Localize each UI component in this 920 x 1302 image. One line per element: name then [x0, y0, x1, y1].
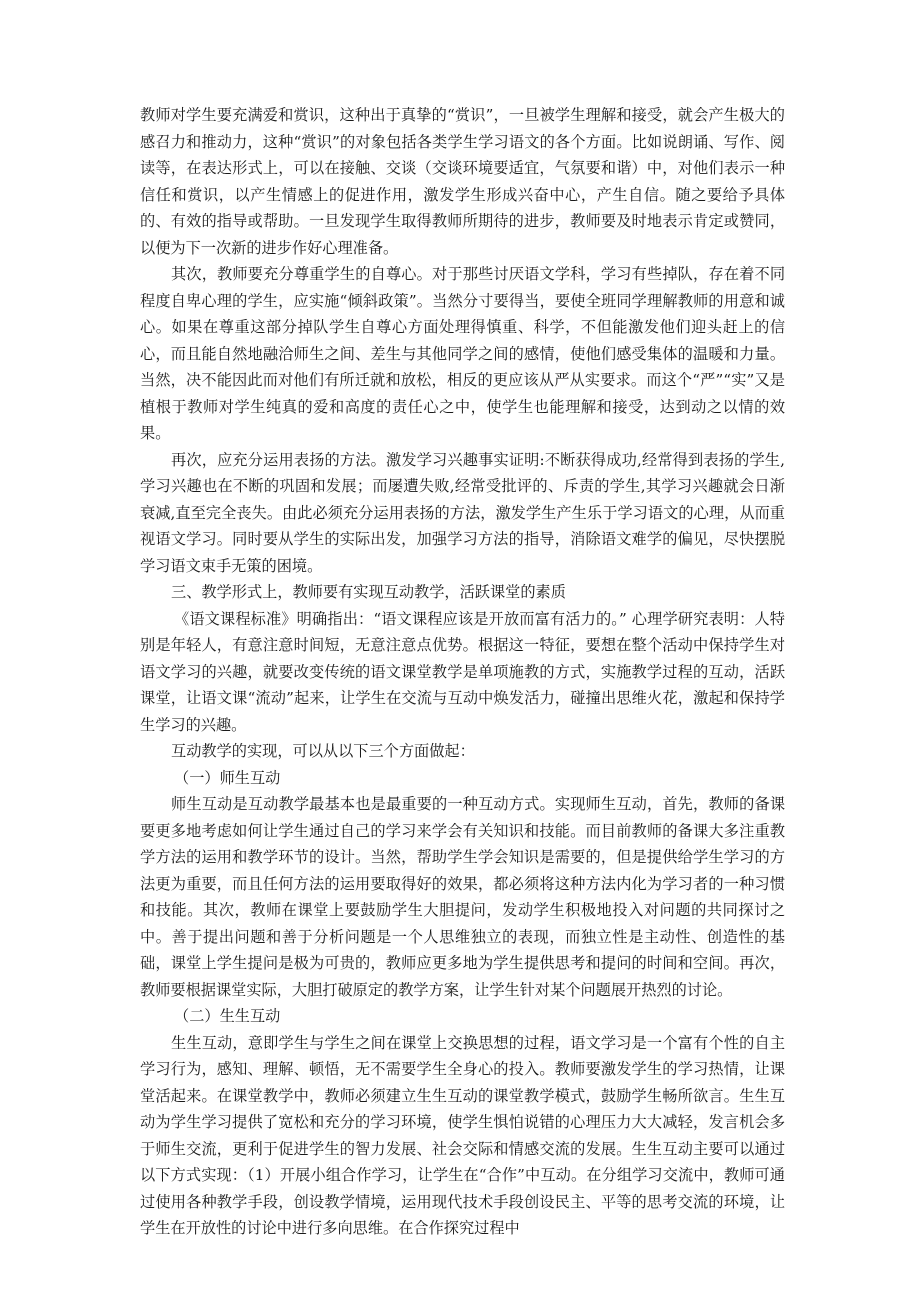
paragraph-teacher-student-interaction: 师生互动是互动教学最基本也是最重要的一种互动方式。实现师生互动，首先，教师的备课要更多地考虑如何让学生通过自己的学习来学会有关知识和技能。而目前教师的备课大多注重教学方法的运用和教学环节的设计。当然，帮助学生学会知识是需要的，但是提供给学生学习的方法更为重要，而且任何方法的运用要取得好的效果，都必须将这种方法内化为学习者的一种习惯和技能。其次，教师在课堂上要鼓励学生大胆提问，发动学生积极地投入对问题的共同探讨之中。善于提出问题和善于分析问题是一个人思维独立的表现，而独立性是主动性、创造性的基础，课堂上学生提问是极为可贵的，教师应更多地为学生提供思考和提问的时间和空间。再次，教师要根据课堂实际，大胆打破原定的教学方案，让学生针对某个问题展开热烈的讨论。 [140, 795, 785, 999]
document-page [140, 102, 785, 1242]
subheading-teacher-student-interaction: （一）师生互动 [174, 768, 281, 787]
subheading-student-student-interaction: （二）生生互动 [174, 1007, 281, 1025]
paragraph-interaction-intro: 互动教学的实现，可以从以下三个方面做起： [171, 742, 475, 760]
paragraph-praise-method: 再次，应充分运用表扬的方法。激发学习兴趣事实证明:不断获得成功,经常得到表扬的学生,学习兴趣也在不断的巩固和发展；而屡遭失败,经常受批评的、斥责的学生,其学习兴趣就会日渐衰减,直至完全丧失。由此必须充分运用表扬的方法，激发学生产生乐于学习语文的心理，从而重视语文学习。同时要从学生的实际出发，加强学习方法的指导，消除语文难学的偏见，尽快摆脱学习语文束手无策的困境。 [140, 450, 785, 575]
paragraph-curriculum-standard: 《语文课程标准》明确指出：“语文课程应该是开放而富有活力的。” 心理学研究表明：人特别是年轻人，有意注意时间短，无意注意点优势。根据这一特征，要想在整个活动中保持学生对语文学习的兴趣，就要改变传统的语文课堂教学是单项施教的方式，实施教学过程的互动，活跃课堂，让语文课“流动”起来，让学生在交流与互动中焕发活力，碰撞出思维火花，激起和保持学生学习的兴趣。 [140, 609, 785, 734]
paragraph-appreciation-continued: 教师对学生要充满爱和赏识，这种出于真挚的“赏识”，一旦被学生理解和接受，就会产生极大的感召力和推动力，这种“赏识”的对象包括各类学生学习语文的各个方面。比如说朗诵、写作、阅读等，在表达形式上，可以在接触、交谈（交谈环境要适宜，气氛要和谐）中，对他们表示一种信任和赏识，以产生情感上的促进作用，激发学生形成兴奋中心，产生自信。随之要给予具体的、有效的指导或帮助。一旦发现学生取得教师所期待的进步，教师要及时地表示肯定或赞同，以便为下一次新的进步作好心理准备。 [140, 106, 785, 257]
section-heading-interactive-teaching: 三、教学形式上，教师要有实现互动教学，活跃课堂的素质 [171, 583, 566, 601]
paragraph-respect-self-esteem: 其次，教师要充分尊重学生的自尊心。对于那些讨厌语文学科，学习有些掉队，存在着不同程度自卑心理的学生，应实施“倾斜政策”。当然分寸要得当，要使全班同学理解教师的用意和诚心。如果在尊重这部分掉队学生自尊心方面处理得慎重、科学，不但能激发他们迎头赶上的信心，而且能自然地融洽师生之间、差生与其他同学之间的感情，使他们感受集体的温暖和力量。当然，决不能因此而对他们有所迁就和放松，相反的更应该从严从实要求。而这个“严”“实”又是植根于教师对学生纯真的爱和高度的责任心之中，使学生也能理解和接受，达到动之以情的效果。 [140, 265, 785, 442]
paragraph-student-student-interaction: 生生互动，意即学生与学生之间在课堂上交换思想的过程，语文学习是一个富有个性的自主学习行为，感知、理解、顿悟，无不需要学生全身心的投入。教师要激发学生的学习热情，让课堂活起来。在课堂教学中，教师必须建立生生互动的课堂教学模式，鼓励学生畅所欲言。生生互动为学生学习提供了宽松和充分的学习环境，使学生惧怕说错的心理压力大大减轻，发言机会多于师生交流，更利于促进学生的智力发展、社会交际和情感交流的发展。生生互动主要可以通过以下方式实现：（1）开展小组合作学习，让学生在“合作”中互动。在分组学习交流中，教师可通过使用各种教学手段，创设教学情境，运用现代技术手段创设民主、平等的思考交流的环境，让学生在开放性的讨论中进行多向思维。在合作探究过程中 [140, 1033, 785, 1237]
